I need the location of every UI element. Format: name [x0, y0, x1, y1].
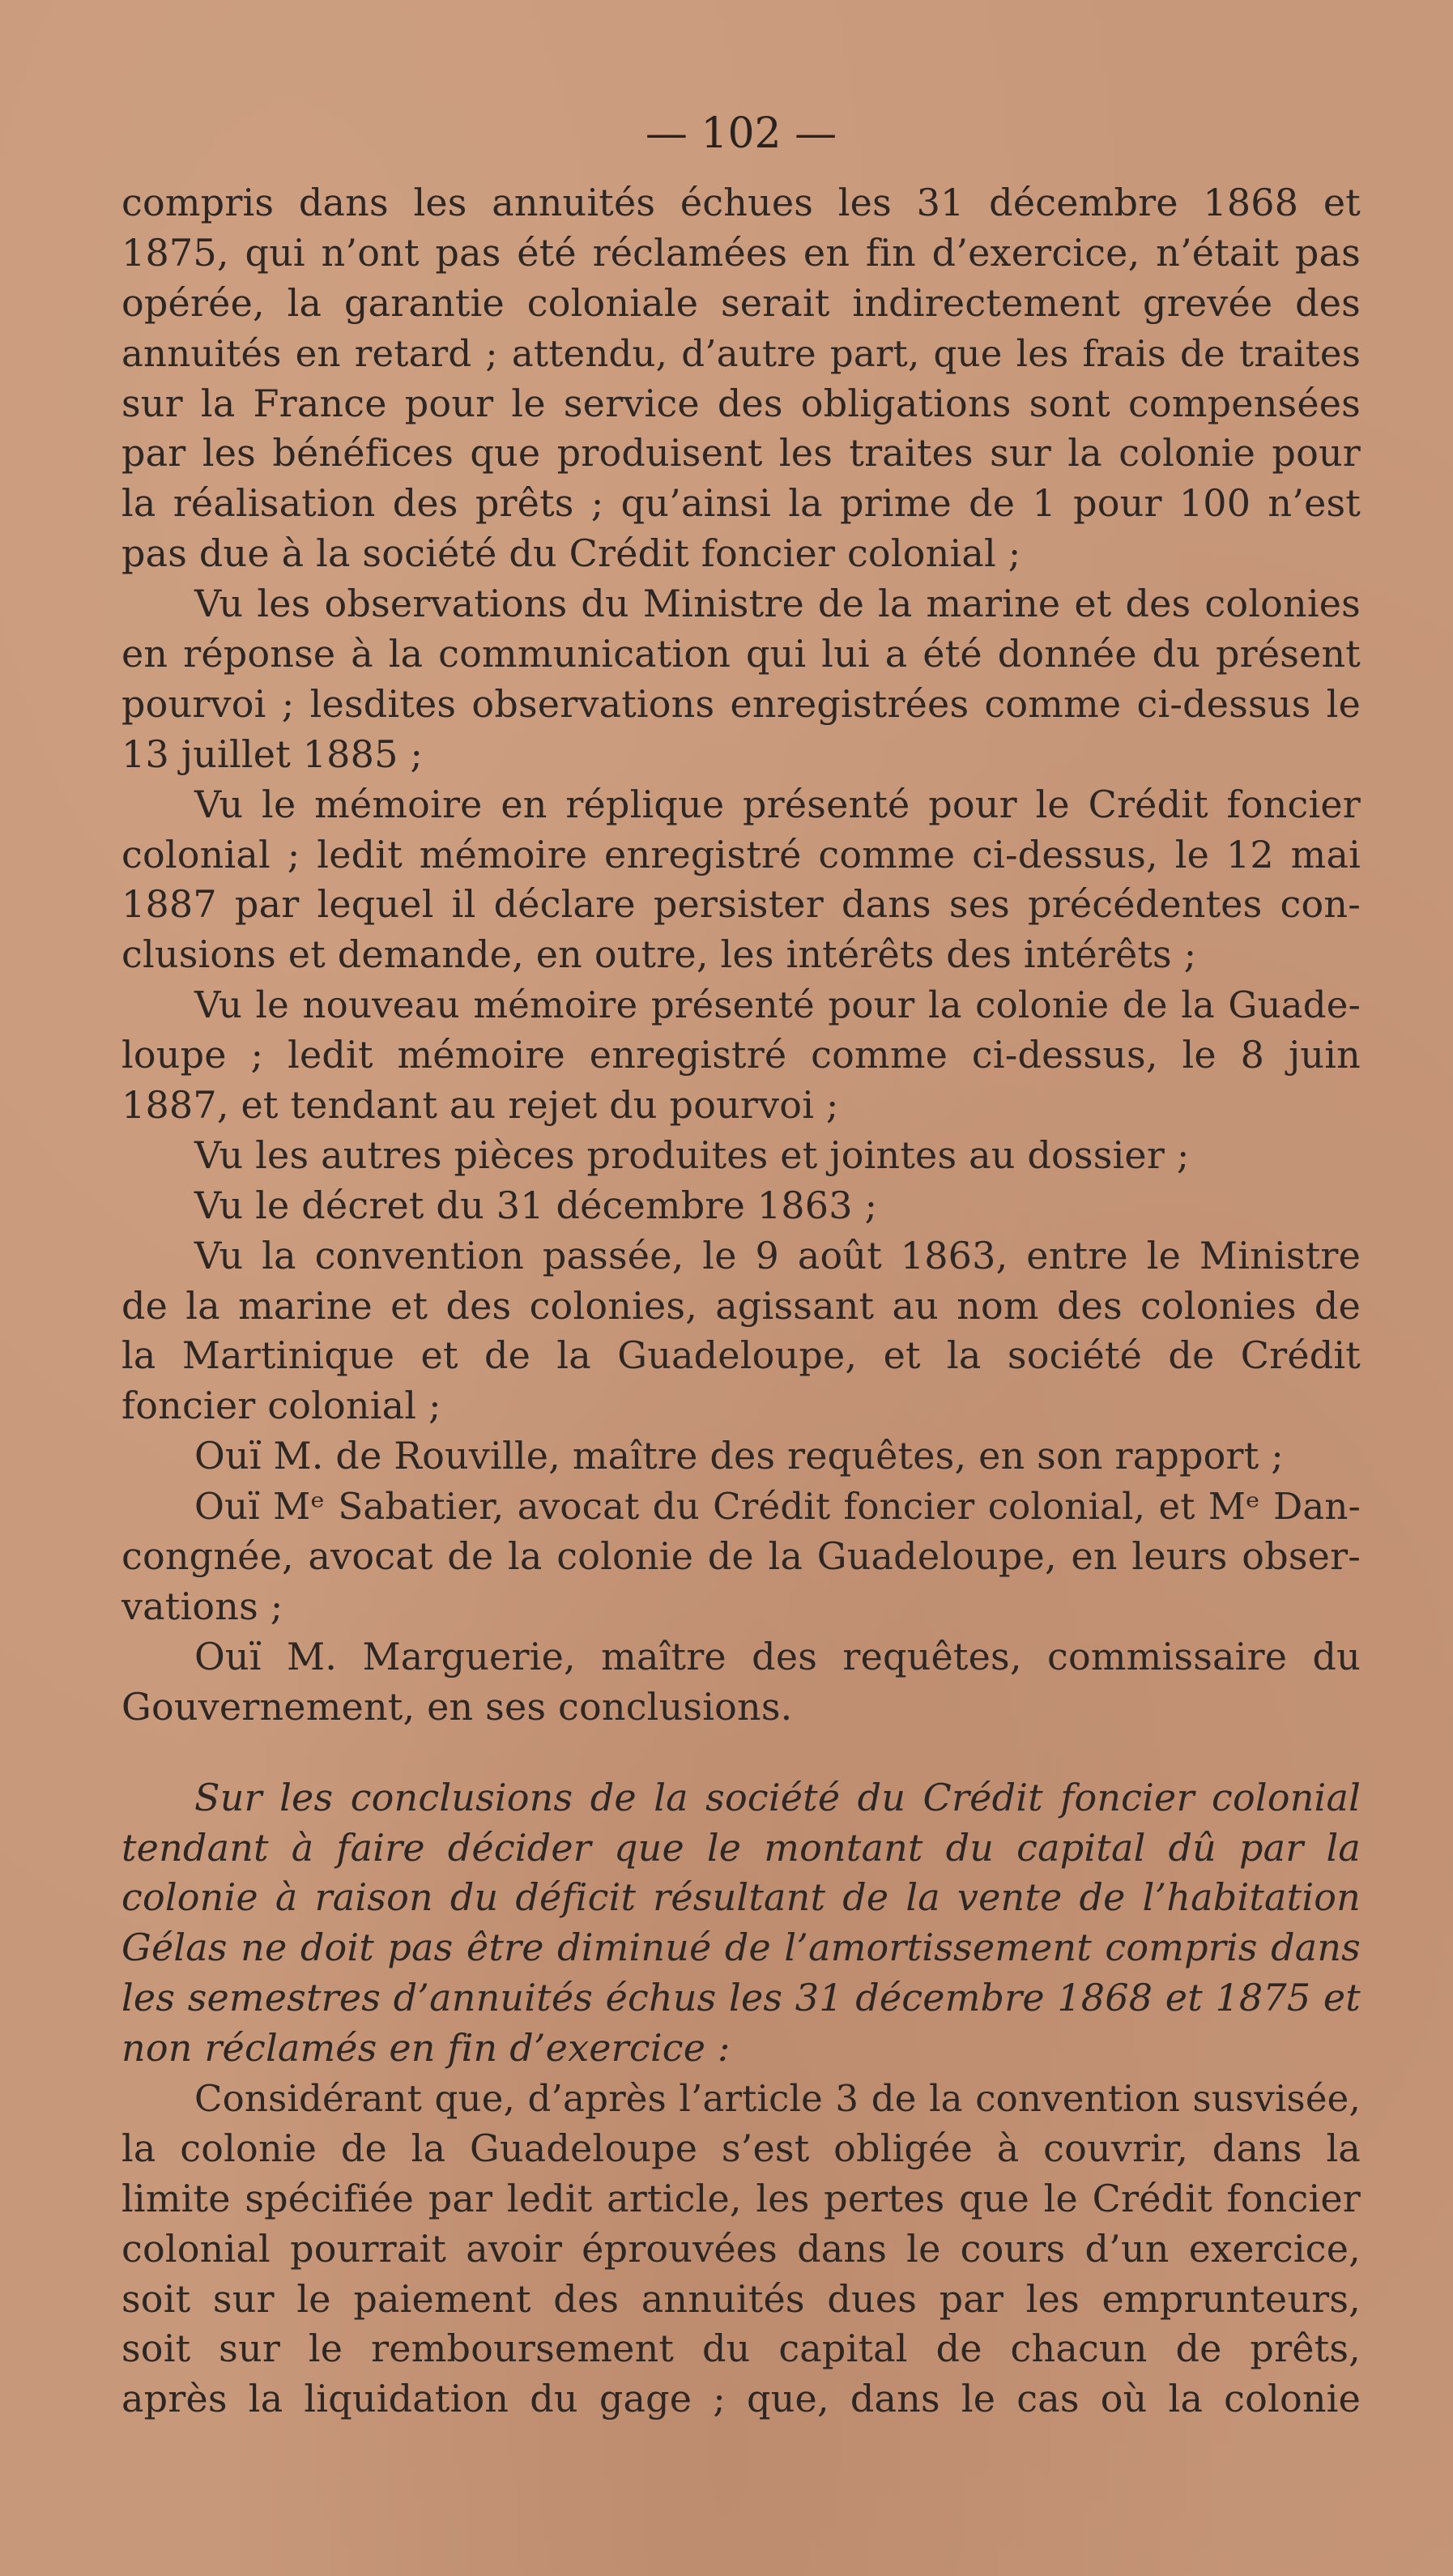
text-line: la réalisation des prêts ; qu’ainsi la prime de 1 pour 100 n’est [121, 481, 1361, 526]
text-line: 13 juillet 1885 ; [121, 731, 424, 776]
text-line: limite spécifiée par ledit article, les pertes que le Crédit foncier [121, 2176, 1361, 2220]
text-line: la colonie de la Guadeloupe s’est obligée à couvrir, dans la [121, 2126, 1361, 2170]
italic-text-line: les semestres d’annuités échus les 31 décembre 1868 et 1875 et [121, 1976, 1361, 2020]
italic-text-line: non réclamés en fin d’exercice : [121, 2026, 731, 2071]
text-line: colonial ; ledit mémoire enregistré comme ci-dessus, le 12 mai [121, 832, 1361, 876]
text-line: par les bénéfices que produisent les traites sur la colonie pour [121, 431, 1361, 476]
text-line: Vu les observations du Ministre de la marine et des colonies [194, 582, 1361, 626]
text-line: Ouï M. Marguerie, maître des requêtes, commissaire du [194, 1634, 1361, 1678]
text-line: 1887 par lequel il déclare persister dans ses précédentes con- [121, 882, 1361, 927]
italic-text-line: Gélas ne doit pas être diminué de l’amortissement compris dans [121, 1926, 1361, 1970]
text-line: la Martinique et de la Guadeloupe, et la société de Crédit [121, 1333, 1361, 1378]
text-line: 1875, qui n’ont pas été réclamées en fin d’exercice, n’était pas [121, 230, 1361, 275]
text-line: clusions et demande, en outre, les intérêts des intérêts ; [121, 932, 1197, 977]
text-line: 1887, et tendant au rejet du pourvoi ; [121, 1083, 839, 1128]
text-line: annuités en retard ; attendu, d’autre part, que les frais de traites [121, 331, 1361, 375]
body-text [121, 178, 1361, 2425]
text-line: foncier colonial ; [121, 1384, 441, 1428]
text-line: congnée, avocat de la colonie de la Guadeloupe, en leurs obser- [121, 1534, 1361, 1579]
text-line: Considérant que, d’après l’article 3 de la convention susvisée, [194, 2076, 1361, 2120]
text-line: pas due à la société du Crédit foncier colonial ; [121, 531, 1021, 576]
text-line: pourvoi ; lesdites observations enregistrées comme ci-dessus le [121, 681, 1361, 726]
italic-text-line: Sur les conclusions de la société du Crédit foncier colonial [194, 1775, 1361, 1819]
text-line: Vu le décret du 31 décembre 1863 ; [194, 1183, 878, 1227]
text-line: Gouvernement, en ses conclusions. [121, 1684, 793, 1729]
text-line: Vu les autres pièces produites et jointes au dossier ; [194, 1132, 1190, 1177]
text-line: soit sur le remboursement du capital de chacun de prêts, [121, 2327, 1361, 2371]
text-line: Ouï M. de Rouville, maître des requêtes, en son rapport ; [194, 1434, 1284, 1478]
page-number: — 102 — [645, 109, 837, 158]
text-line: Vu le nouveau mémoire présenté pour la colonie de la Guade- [194, 983, 1361, 1027]
text-line: sur la France pour le service des obligations sont compensées [121, 381, 1361, 425]
text-line: après la liquidation du gage ; que, dans le cas où la colonie [121, 2377, 1361, 2421]
text-line: en réponse à la communication qui lui a été donnée du présent [121, 632, 1361, 676]
text-line: vations ; [121, 1584, 283, 1628]
text-line: loupe ; ledit mémoire enregistré comme ci-dessus, le 8 juin [121, 1033, 1361, 1077]
paragraph-gap [121, 1733, 1361, 1773]
text-line: compris dans les annuités échues les 31 décembre 1868 et [121, 181, 1361, 224]
text-line: Vu le mémoire en réplique présenté pour le Crédit foncier [194, 782, 1361, 826]
text-line: opérée, la garantie coloniale serait indirectement grevée des [121, 280, 1361, 325]
italic-text-line: tendant à faire décider que le montant du capital dû par la [121, 1825, 1361, 1870]
text-line: Vu la convention passée, le 9 août 1863, entre le Ministre [194, 1233, 1361, 1277]
text-line: colonial pourrait avoir éprouvées dans le cours d’un exercice, [121, 2226, 1361, 2271]
text-line: soit sur le paiement des annuités dues par les emprunteurs, [121, 2276, 1361, 2321]
italic-text-line: colonie à raison du déficit résultant de la vente de l’habitation [121, 1875, 1361, 1920]
text-line: de la marine et des colonies, agissant au nom des colonies de [121, 1283, 1361, 1328]
text-line: Ouï Mᵉ Sabatier, avocat du Crédit foncier colonial, et Mᵉ Dan- [194, 1485, 1361, 1529]
